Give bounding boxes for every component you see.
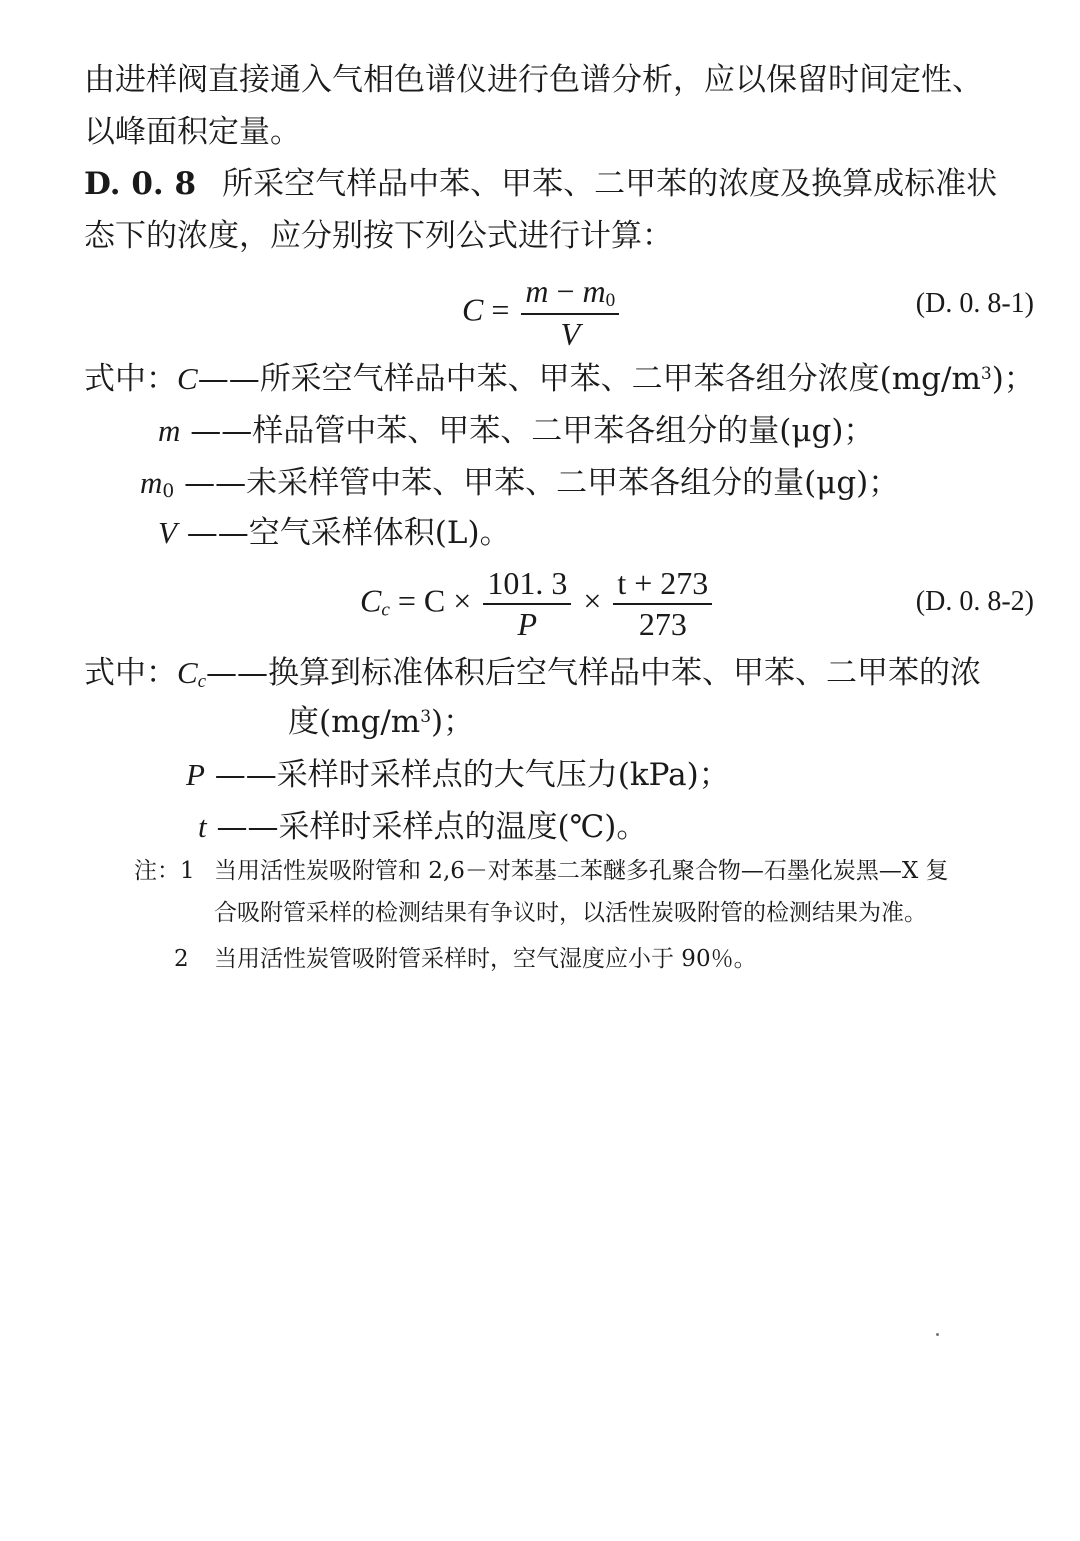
definition-text: 度(mg/m xyxy=(288,704,421,740)
definition-row xyxy=(158,514,511,552)
note-label: 注：1 xyxy=(134,858,195,884)
formula-fraction xyxy=(613,566,712,642)
equation-number: (D. 0. 8-2) xyxy=(915,586,1034,617)
definition-symbol: P xyxy=(186,757,205,792)
section-text-line: 态下的浓度，应分别按下列公式进行计算： xyxy=(84,218,673,254)
fraction-denominator: P xyxy=(517,606,538,643)
definition-text: ——采样时采样点的大气压力(kPa)； xyxy=(204,757,730,793)
section-heading xyxy=(84,166,997,203)
section-text: 所采空气样品中苯、甲苯、二甲苯的浓度及换算成标准状 xyxy=(222,166,998,202)
note-text: 当用活性炭管吸附管采样时，空气湿度应小于 90％。 xyxy=(214,946,757,972)
formula-fraction xyxy=(521,274,619,352)
definition-text: ——样品管中苯、甲苯、二甲苯各组分的量(μg)； xyxy=(180,413,875,449)
formula-operator: = xyxy=(491,291,510,328)
definition-symbol: m xyxy=(140,465,163,500)
formula-1 xyxy=(462,274,623,352)
note-number: 2 xyxy=(174,946,189,972)
definition-prefix: 式中： xyxy=(84,361,177,397)
definition-row xyxy=(158,412,874,450)
definition-row xyxy=(186,756,730,794)
definition-symbol: V xyxy=(158,515,177,550)
formula-operator: = C × xyxy=(397,582,480,619)
section-number: D. 0. 8 xyxy=(84,166,197,202)
note-text: 当用活性炭吸附管和 2,6－对苯基二苯醚多孔聚合物—石墨化炭黑—X 复 xyxy=(214,858,949,884)
definition-row: 度$(mg/m^3)$； xyxy=(288,704,475,740)
formula-symbol: C xyxy=(360,582,382,619)
note-text: 合吸附管采样的检测结果有争议时，以活性炭吸附管的检测结果为准。 xyxy=(214,900,927,926)
definition-row: 式中：$C_c——$换算到标准体积后空气样品中苯、甲苯、二甲苯的浓 xyxy=(84,655,981,692)
fraction-denominator: 273 xyxy=(638,606,687,643)
fraction-numerator: t + 273 xyxy=(613,566,712,605)
definition-row xyxy=(198,808,647,846)
definition-symbol: t xyxy=(198,809,207,844)
paragraph-line: 以峰面积定量。 xyxy=(84,114,301,150)
fraction-denominator: V xyxy=(560,316,581,353)
scan-speck xyxy=(936,1333,939,1336)
definition-text: ——未采样管中苯、甲苯、二甲苯各组分的量(μg)； xyxy=(174,465,900,501)
fraction-numerator: $m - m_0$ xyxy=(521,274,619,315)
definition-text: ——采样时采样点的温度(℃)。 xyxy=(206,809,648,845)
definition-text: ——空气采样体积(L)。 xyxy=(176,515,511,551)
fraction-numerator: 101. 3 xyxy=(483,566,571,605)
definition-symbol: C xyxy=(177,361,198,396)
definition-symbol: m xyxy=(158,413,181,448)
paragraph-line: 由进样阀直接通入气相色谱仪进行色谱分析，应以保留时间定性、 xyxy=(84,62,983,98)
definition-row: $m_0$ ——未采样管中苯、甲苯、二甲苯各组分的量(μg)； xyxy=(140,465,900,502)
formula-operator: × xyxy=(583,582,610,619)
definition-text: ——换算到标准体积后空气样品中苯、甲苯、二甲苯的浓 xyxy=(205,655,981,691)
definition-text: ——所采空气样品中苯、甲苯、二甲苯各组分浓度(mg/m xyxy=(197,361,981,397)
definition-row: 式中：C——所采空气样品中苯、甲苯、二甲苯各组分浓度$(mg/m^3)$； xyxy=(84,361,1035,397)
definition-prefix: 式中： xyxy=(84,655,177,691)
formula-2: $C_c = C$ × $\frac{101. 3}{P}$ × $\frac{t + 273}{273}$ xyxy=(360,566,716,642)
formula-symbol: C xyxy=(462,291,484,328)
formula-fraction xyxy=(483,566,571,642)
equation-number: (D. 0. 8-1) xyxy=(915,288,1034,319)
definition-symbol: C xyxy=(177,655,198,690)
